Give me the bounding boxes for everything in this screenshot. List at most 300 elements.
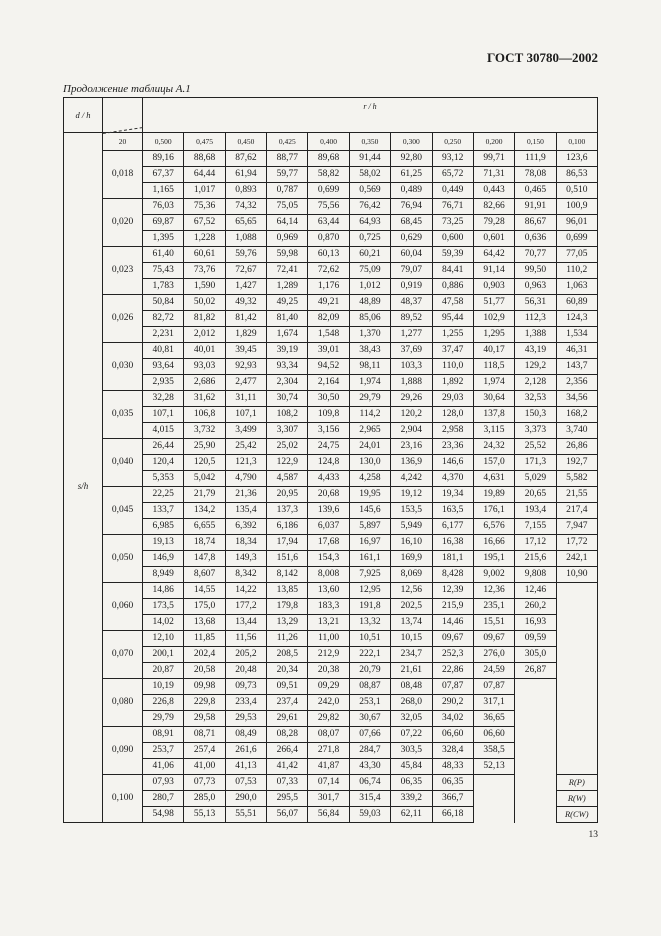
table-row <box>64 711 598 727</box>
value-cell: 12,39 <box>432 583 473 599</box>
value-cell: 29,53 <box>225 711 266 727</box>
value-cell: 41,13 <box>225 759 266 775</box>
value-cell: 60,61 <box>184 247 225 263</box>
value-cell: 118,5 <box>473 359 514 375</box>
value-cell: 07,87 <box>473 679 514 695</box>
value-cell: 11,85 <box>184 631 225 647</box>
value-cell: 19,34 <box>432 487 473 503</box>
empty-cell <box>556 679 597 695</box>
value-cell: 0,465 <box>515 183 556 199</box>
value-cell: 49,32 <box>225 295 266 311</box>
value-cell: 08,87 <box>349 679 390 695</box>
value-cell: 175,0 <box>184 599 225 615</box>
value-cell: 08,49 <box>225 727 266 743</box>
value-cell: 8,142 <box>267 567 308 583</box>
value-cell: 3,156 <box>308 423 349 439</box>
value-cell: 100,9 <box>556 199 597 215</box>
value-cell: 60,13 <box>308 247 349 263</box>
value-cell: 1,534 <box>556 327 597 343</box>
value-cell: 1,176 <box>308 279 349 295</box>
value-cell: 339,2 <box>391 791 432 807</box>
value-cell: 20,87 <box>143 663 184 679</box>
value-cell: 266,4 <box>267 743 308 759</box>
value-cell: 21,55 <box>556 487 597 503</box>
empty-cell <box>556 727 597 743</box>
value-cell: 13,74 <box>391 615 432 631</box>
value-cell: 22,25 <box>143 487 184 503</box>
value-cell: 7,947 <box>556 519 597 535</box>
table-row <box>64 311 598 327</box>
value-cell: 205,2 <box>225 647 266 663</box>
value-cell: 22,86 <box>432 663 473 679</box>
table-row <box>64 535 598 551</box>
table-row <box>64 199 598 215</box>
value-cell: 233,4 <box>225 695 266 711</box>
value-cell: 0,870 <box>308 231 349 247</box>
table-row <box>64 407 598 423</box>
value-cell: 120,5 <box>184 455 225 471</box>
value-cell: 17,68 <box>308 535 349 551</box>
table-row <box>64 807 598 823</box>
value-cell: 43,30 <box>349 759 390 775</box>
value-cell: 366,7 <box>432 791 473 807</box>
value-cell: 102,9 <box>473 311 514 327</box>
sh-value-cell: 0,035 <box>103 391 143 439</box>
header-row <box>64 98 598 133</box>
value-cell: 29,79 <box>143 711 184 727</box>
empty-cell <box>556 663 597 679</box>
value-cell: 21,61 <box>391 663 432 679</box>
empty-cell <box>556 615 597 631</box>
dh-header-cell: d / h <box>64 98 103 133</box>
value-cell: 177,2 <box>225 599 266 615</box>
value-cell: 07,33 <box>267 775 308 791</box>
table-row <box>64 455 598 471</box>
value-cell: 192,7 <box>556 455 597 471</box>
value-cell: 2,935 <box>143 375 184 391</box>
rh-header-cell: r / h <box>143 98 598 133</box>
value-cell: 8,607 <box>184 567 225 583</box>
value-cell: 26,86 <box>556 439 597 455</box>
column-header: 0,250 <box>432 133 473 151</box>
value-cell: 122,9 <box>267 455 308 471</box>
empty-cell <box>515 727 556 743</box>
value-cell: 85,06 <box>349 311 390 327</box>
value-cell: 12,95 <box>349 583 390 599</box>
value-cell: 19,13 <box>143 535 184 551</box>
value-cell: 39,45 <box>225 343 266 359</box>
value-cell: 14,55 <box>184 583 225 599</box>
value-cell: 1,165 <box>143 183 184 199</box>
value-cell: 0,449 <box>432 183 473 199</box>
value-cell: 222,1 <box>349 647 390 663</box>
value-cell: 3,732 <box>184 423 225 439</box>
value-cell: 0,699 <box>308 183 349 199</box>
value-cell: 146,9 <box>143 551 184 567</box>
table-row <box>64 695 598 711</box>
value-cell: 157,0 <box>473 455 514 471</box>
value-cell: 1,674 <box>267 327 308 343</box>
value-cell: 123,6 <box>556 151 597 167</box>
value-cell: 10,19 <box>143 679 184 695</box>
value-cell: 1,590 <box>184 279 225 295</box>
value-cell: 110,0 <box>432 359 473 375</box>
sh-value-cell: 0,070 <box>103 631 143 679</box>
table-row <box>64 759 598 775</box>
value-cell: 0,969 <box>267 231 308 247</box>
value-cell: 150,3 <box>515 407 556 423</box>
value-cell: 59,77 <box>267 167 308 183</box>
value-cell: 10,15 <box>391 631 432 647</box>
value-cell: 290,2 <box>432 695 473 711</box>
value-cell: 37,47 <box>432 343 473 359</box>
table-row <box>64 503 598 519</box>
value-cell: 93,12 <box>432 151 473 167</box>
value-cell: 91,14 <box>473 263 514 279</box>
value-cell: 72,62 <box>308 263 349 279</box>
value-cell: 253,7 <box>143 743 184 759</box>
value-cell: 153,5 <box>391 503 432 519</box>
value-cell: 89,68 <box>308 151 349 167</box>
value-cell: 75,09 <box>349 263 390 279</box>
value-cell: 39,01 <box>308 343 349 359</box>
value-cell: 72,67 <box>225 263 266 279</box>
table-row <box>64 743 598 759</box>
value-cell: 1,063 <box>556 279 597 295</box>
value-cell: 110,2 <box>556 263 597 279</box>
table-row <box>64 487 598 503</box>
value-cell: 41,87 <box>308 759 349 775</box>
value-cell: 07,53 <box>225 775 266 791</box>
value-cell: 29,03 <box>432 391 473 407</box>
value-cell: 2,686 <box>184 375 225 391</box>
value-cell: 09,67 <box>473 631 514 647</box>
value-cell: 75,05 <box>267 199 308 215</box>
value-cell: 317,1 <box>473 695 514 711</box>
value-cell: 34,02 <box>432 711 473 727</box>
value-cell: 68,45 <box>391 215 432 231</box>
value-cell: 0,629 <box>391 231 432 247</box>
value-cell: 108,2 <box>267 407 308 423</box>
column-header: 0,300 <box>391 133 432 151</box>
value-cell: 54,98 <box>143 807 184 823</box>
value-cell: 29,26 <box>391 391 432 407</box>
sh-header-spacer <box>64 133 103 151</box>
value-cell: 99,50 <box>515 263 556 279</box>
value-cell: 07,22 <box>391 727 432 743</box>
value-cell: 86,67 <box>515 215 556 231</box>
empty-cell <box>556 647 597 663</box>
value-cell: 9,808 <box>515 567 556 583</box>
value-cell: 82,66 <box>473 199 514 215</box>
value-cell: 8,008 <box>308 567 349 583</box>
value-cell: 171,3 <box>515 455 556 471</box>
value-cell: 4,242 <box>391 471 432 487</box>
value-cell: 0,636 <box>515 231 556 247</box>
value-cell: 25,42 <box>225 439 266 455</box>
value-cell: 120,4 <box>143 455 184 471</box>
value-cell: 195,1 <box>473 551 514 567</box>
value-cell: 4,015 <box>143 423 184 439</box>
value-cell: 32,28 <box>143 391 184 407</box>
value-cell: 13,68 <box>184 615 225 631</box>
value-cell: 1,888 <box>391 375 432 391</box>
value-cell: 51,77 <box>473 295 514 311</box>
value-cell: 237,4 <box>267 695 308 711</box>
value-cell: 56,07 <box>267 807 308 823</box>
value-cell: 137,3 <box>267 503 308 519</box>
value-cell: 79,07 <box>391 263 432 279</box>
value-cell: 18,74 <box>184 535 225 551</box>
value-cell: 61,25 <box>391 167 432 183</box>
value-cell: 88,68 <box>184 151 225 167</box>
value-cell: 93,64 <box>143 359 184 375</box>
value-cell: 76,71 <box>432 199 473 215</box>
value-cell: 4,258 <box>349 471 390 487</box>
value-cell: 20,68 <box>308 487 349 503</box>
value-cell: 252,3 <box>432 647 473 663</box>
value-cell: 2,128 <box>515 375 556 391</box>
value-cell: 64,93 <box>349 215 390 231</box>
sh-value-cell: 0,100 <box>103 775 143 823</box>
value-cell: 09,51 <box>267 679 308 695</box>
value-cell: 73,76 <box>184 263 225 279</box>
value-cell: 32,05 <box>391 711 432 727</box>
value-cell: 24,01 <box>349 439 390 455</box>
value-cell: 55,13 <box>184 807 225 823</box>
table-row <box>64 183 598 199</box>
table-row <box>64 263 598 279</box>
sh-value-cell: 0,045 <box>103 487 143 535</box>
value-cell: 13,85 <box>267 583 308 599</box>
value-cell: 61,40 <box>143 247 184 263</box>
value-cell: 92,80 <box>391 151 432 167</box>
value-cell: 1,289 <box>267 279 308 295</box>
value-cell: 41,42 <box>267 759 308 775</box>
value-cell: 242,1 <box>556 551 597 567</box>
table-row <box>64 295 598 311</box>
value-cell: 114,2 <box>349 407 390 423</box>
value-cell: 0,963 <box>515 279 556 295</box>
value-cell: 2,904 <box>391 423 432 439</box>
value-cell: 59,39 <box>432 247 473 263</box>
value-cell: 39,19 <box>267 343 308 359</box>
value-cell: 6,655 <box>184 519 225 535</box>
column-header: 0,450 <box>225 133 266 151</box>
value-cell: 5,949 <box>391 519 432 535</box>
value-cell: 149,3 <box>225 551 266 567</box>
column-header: 0,200 <box>473 133 514 151</box>
column-header: 0,400 <box>308 133 349 151</box>
value-cell: 260,2 <box>515 599 556 615</box>
value-cell: 1,783 <box>143 279 184 295</box>
value-cell: 76,42 <box>349 199 390 215</box>
table-row <box>64 567 598 583</box>
value-cell: 2,965 <box>349 423 390 439</box>
table-row <box>64 327 598 343</box>
value-cell: 12,10 <box>143 631 184 647</box>
value-cell: 29,79 <box>349 391 390 407</box>
value-cell: 253,1 <box>349 695 390 711</box>
value-cell: 0,893 <box>225 183 266 199</box>
value-cell: 26,44 <box>143 439 184 455</box>
value-cell: 208,5 <box>267 647 308 663</box>
empty-cell <box>515 743 556 759</box>
value-cell: 30,50 <box>308 391 349 407</box>
value-cell: 93,03 <box>184 359 225 375</box>
value-cell: 128,0 <box>432 407 473 423</box>
value-cell: 15,51 <box>473 615 514 631</box>
empty-cell <box>515 695 556 711</box>
row-label-p: R(P) <box>556 775 597 791</box>
value-cell: 89,52 <box>391 311 432 327</box>
table-continuation-caption: Продолжение таблицы А.1 <box>63 83 191 95</box>
value-cell: 242,0 <box>308 695 349 711</box>
value-cell: 124,3 <box>556 311 597 327</box>
value-cell: 6,392 <box>225 519 266 535</box>
value-cell: 18,34 <box>225 535 266 551</box>
table-row <box>64 167 598 183</box>
value-cell: 168,2 <box>556 407 597 423</box>
value-cell: 67,37 <box>143 167 184 183</box>
value-cell: 4,587 <box>267 471 308 487</box>
value-cell: 69,87 <box>143 215 184 231</box>
value-cell: 8,428 <box>432 567 473 583</box>
value-cell: 1,012 <box>349 279 390 295</box>
value-cell: 45,84 <box>391 759 432 775</box>
value-cell: 07,73 <box>184 775 225 791</box>
value-cell: 19,12 <box>391 487 432 503</box>
value-cell: 78,08 <box>515 167 556 183</box>
table-row <box>64 215 598 231</box>
table-row <box>64 615 598 631</box>
value-cell: 59,98 <box>267 247 308 263</box>
value-cell: 17,12 <box>515 535 556 551</box>
empty-cell <box>515 759 556 775</box>
value-cell: 7,155 <box>515 519 556 535</box>
value-cell: 5,897 <box>349 519 390 535</box>
value-cell: 280,7 <box>143 791 184 807</box>
value-cell: 20,58 <box>184 663 225 679</box>
value-cell: 74,32 <box>225 199 266 215</box>
value-cell: 130,0 <box>349 455 390 471</box>
value-cell: 9,002 <box>473 567 514 583</box>
row-label-w: R(W) <box>556 791 597 807</box>
value-cell: 81,42 <box>225 311 266 327</box>
value-cell: 34,56 <box>556 391 597 407</box>
table-row <box>64 679 598 695</box>
value-cell: 59,76 <box>225 247 266 263</box>
value-cell: 82,72 <box>143 311 184 327</box>
value-cell: 25,52 <box>515 439 556 455</box>
value-cell: 112,3 <box>515 311 556 327</box>
value-cell: 12,56 <box>391 583 432 599</box>
value-cell: 2,012 <box>184 327 225 343</box>
value-cell: 5,582 <box>556 471 597 487</box>
column-header: 0,150 <box>515 133 556 151</box>
value-cell: 234,7 <box>391 647 432 663</box>
table-row <box>64 423 598 439</box>
value-cell: 181,1 <box>432 551 473 567</box>
value-cell: 10,90 <box>556 567 597 583</box>
value-cell: 0,510 <box>556 183 597 199</box>
value-cell: 65,72 <box>432 167 473 183</box>
page-number: 13 <box>588 830 598 840</box>
value-cell: 61,94 <box>225 167 266 183</box>
table-row <box>64 727 598 743</box>
value-cell: 10,51 <box>349 631 390 647</box>
value-cell: 5,042 <box>184 471 225 487</box>
value-cell: 285,0 <box>184 791 225 807</box>
empty-cell <box>473 807 514 823</box>
value-cell: 14,46 <box>432 615 473 631</box>
value-cell: 32,53 <box>515 391 556 407</box>
value-cell: 59,03 <box>349 807 390 823</box>
value-cell: 111,9 <box>515 151 556 167</box>
value-cell: 25,90 <box>184 439 225 455</box>
value-cell: 55,51 <box>225 807 266 823</box>
value-cell: 30,74 <box>267 391 308 407</box>
value-cell: 1,277 <box>391 327 432 343</box>
value-cell: 96,01 <box>556 215 597 231</box>
value-cell: 94,52 <box>308 359 349 375</box>
value-cell: 58,02 <box>349 167 390 183</box>
value-cell: 191,8 <box>349 599 390 615</box>
value-cell: 1,548 <box>308 327 349 343</box>
value-cell: 24,32 <box>473 439 514 455</box>
value-cell: 99,71 <box>473 151 514 167</box>
value-cell: 0,489 <box>391 183 432 199</box>
value-cell: 24,75 <box>308 439 349 455</box>
value-cell: 301,7 <box>308 791 349 807</box>
table-row <box>64 631 598 647</box>
value-cell: 109,8 <box>308 407 349 423</box>
value-cell: 0,699 <box>556 231 597 247</box>
value-cell: 29,61 <box>267 711 308 727</box>
value-cell: 1,829 <box>225 327 266 343</box>
value-cell: 1,255 <box>432 327 473 343</box>
table-row <box>64 551 598 567</box>
value-cell: 41,06 <box>143 759 184 775</box>
column-header: 0,500 <box>143 133 184 151</box>
table-row <box>64 663 598 679</box>
value-cell: 13,60 <box>308 583 349 599</box>
column-header: 0,425 <box>267 133 308 151</box>
value-cell: 86,53 <box>556 167 597 183</box>
value-cell: 62,11 <box>391 807 432 823</box>
value-cell: 4,631 <box>473 471 514 487</box>
value-cell: 65,65 <box>225 215 266 231</box>
value-cell: 87,62 <box>225 151 266 167</box>
table-row <box>64 439 598 455</box>
value-cell: 154,3 <box>308 551 349 567</box>
value-cell: 161,1 <box>349 551 390 567</box>
value-cell: 303,5 <box>391 743 432 759</box>
table-row <box>64 791 598 807</box>
table-row <box>64 775 598 791</box>
value-cell: 0,569 <box>349 183 390 199</box>
value-cell: 40,01 <box>184 343 225 359</box>
value-cell: 2,164 <box>308 375 349 391</box>
sh-value-cell: 0,023 <box>103 247 143 295</box>
value-cell: 315,4 <box>349 791 390 807</box>
value-cell: 72,41 <box>267 263 308 279</box>
value-cell: 169,9 <box>391 551 432 567</box>
value-cell: 73,25 <box>432 215 473 231</box>
value-cell: 89,16 <box>143 151 184 167</box>
column-header: 0,350 <box>349 133 390 151</box>
value-cell: 49,25 <box>267 295 308 311</box>
